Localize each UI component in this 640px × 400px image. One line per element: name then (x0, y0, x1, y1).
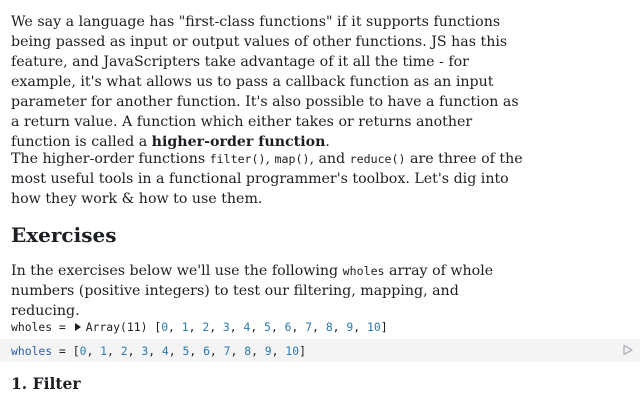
array-value: 10 (366, 320, 381, 334)
cell-equals: = (52, 344, 73, 358)
array-value: 10 (285, 344, 300, 358)
cell-values: 0, 1, 2, 3, 4, 5, 6, 7, 8, 9, 10 (79, 344, 300, 358)
output-values: 0, 1, 2, 3, 4, 5, 6, 7, 8, 9, 10 (161, 320, 381, 334)
intro-period: . (325, 134, 330, 150)
array-value: 2 (202, 320, 210, 334)
filter-heading: 1. Filter (11, 374, 81, 393)
array-value: 0 (79, 344, 87, 358)
array-value: 6 (284, 320, 292, 334)
array-value: 8 (244, 344, 252, 358)
code-map: map() (274, 152, 310, 166)
hof-paragraph (11, 149, 531, 209)
array-value: 1 (181, 320, 189, 334)
array-value: 3 (141, 344, 149, 358)
output-var-name: wholes (11, 320, 53, 334)
array-value: 4 (243, 320, 251, 334)
exercises-text-b: array of whole numbers (positive integers) to test our filtering, mapping, and reducing. (11, 263, 494, 319)
array-value: 3 (222, 320, 230, 334)
hof-text-b: are three of the most useful tools in a functional programmer's toolbox. Let's dig into how they work & how to use them. (11, 151, 523, 207)
array-value: 0 (161, 320, 169, 334)
array-value: 7 (223, 344, 231, 358)
array-value: 1 (100, 344, 108, 358)
intro-paragraph (11, 12, 531, 152)
exercises-paragraph (11, 261, 531, 321)
array-value: 6 (203, 344, 210, 358)
array-value: 9 (264, 344, 272, 358)
cell-output: wholes = Array(11) [0, 1, 2, 3, 4, 5, 6, 7, 8, 9, 10] (11, 320, 388, 334)
hof-sep-2: , and (309, 151, 350, 167)
output-equals: = (52, 320, 73, 334)
code-cell[interactable] (0, 339, 640, 362)
cell-source[interactable]: wholes = [0, 1, 2, 3, 4, 5, 6, 7, 8, 9, 10] (11, 344, 306, 358)
play-icon[interactable] (622, 344, 634, 356)
intro-text: We say a language has "first-class functions" if it supports functions being passed as input or output values of other functions. JS has this feature, and JavaScripters take advantage of it all the time - for example, it's what allows us to pass a callback function as an input parameter for another function. It's also possible to have a function as a return value. A function which either takes or returns another function is called a (11, 14, 519, 150)
hof-text-a: The higher-order functions (11, 151, 210, 167)
array-value: 4 (161, 344, 169, 358)
array-value: 7 (305, 320, 313, 334)
cell-var-name: wholes (11, 344, 53, 358)
code-reduce: reduce() (349, 152, 406, 166)
array-value: 5 (264, 320, 271, 334)
exercises-text-a: In the exercises below we'll use the following (11, 263, 343, 279)
hof-sep-1: , (265, 151, 275, 167)
code-filter: filter() (209, 152, 266, 166)
array-value: 5 (182, 344, 190, 358)
array-value: 9 (346, 320, 354, 334)
higher-order-term: higher-order function (151, 134, 326, 150)
caret-right-icon[interactable] (75, 323, 81, 331)
code-wholes: wholes (342, 264, 385, 278)
exercises-heading: Exercises (11, 223, 117, 247)
array-value: 2 (120, 344, 128, 358)
array-summary[interactable]: Array(11) (85, 320, 148, 334)
array-value: 8 (325, 320, 333, 334)
